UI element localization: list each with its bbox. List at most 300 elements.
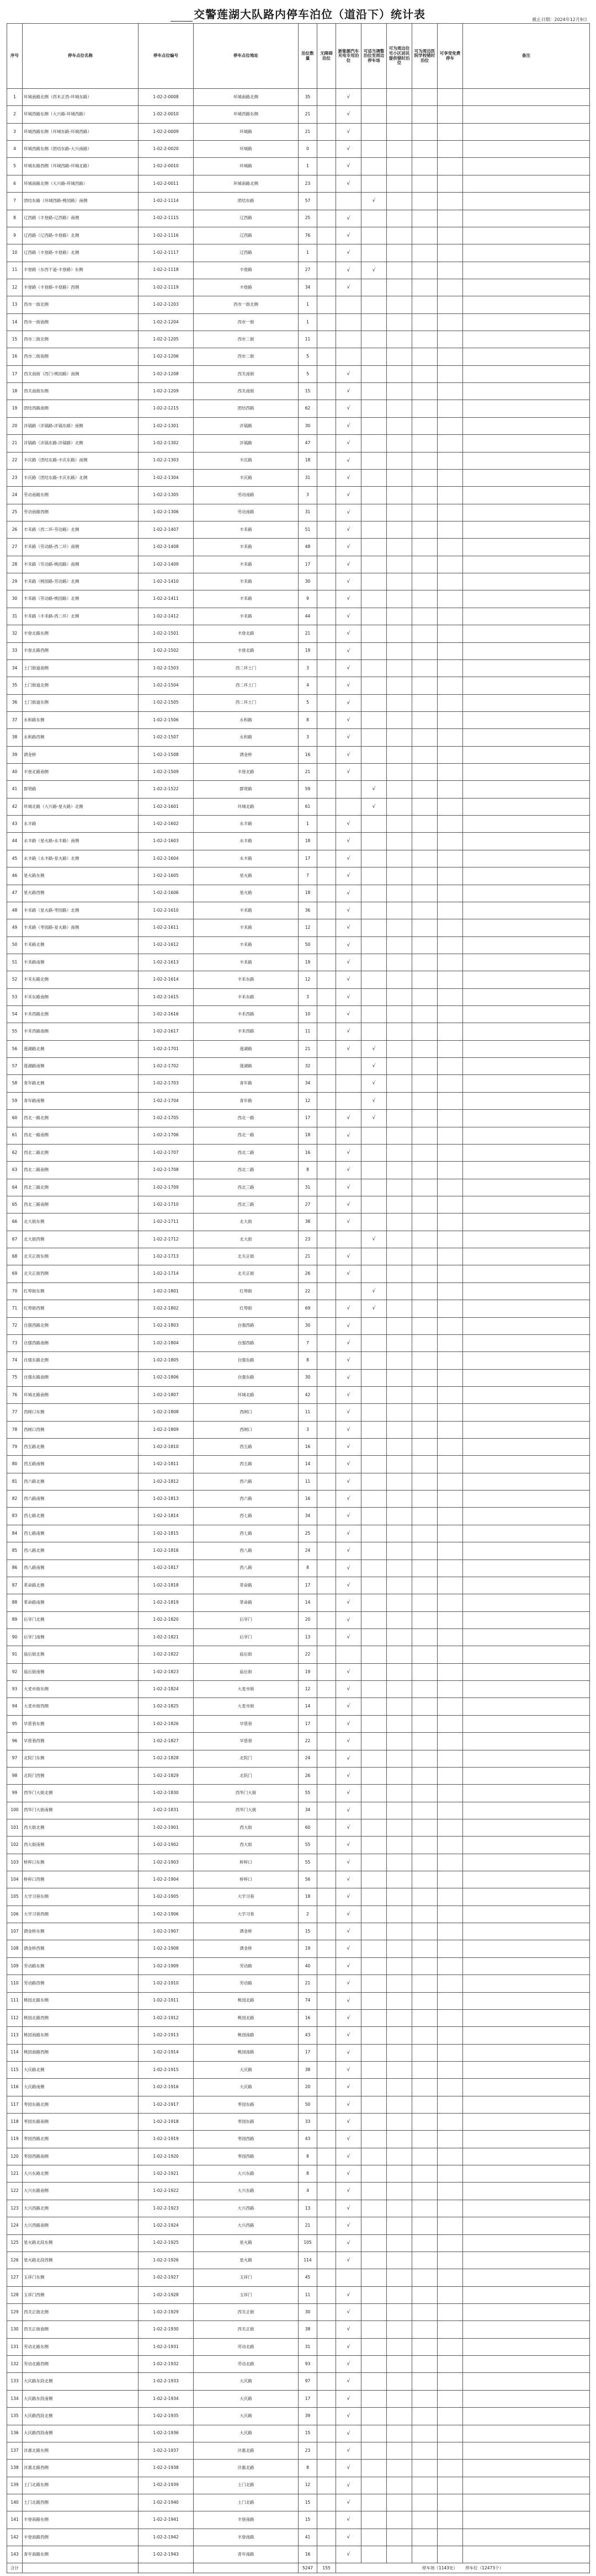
location-name: 桥梓口西侧 (23, 1871, 139, 1888)
row-number: 49 (7, 919, 23, 936)
check-cell (336, 1871, 361, 1888)
row-number: 51 (7, 954, 23, 971)
check-cell (412, 244, 438, 262)
check-cell (361, 1006, 387, 1023)
remarks-cell (463, 2114, 590, 2131)
remarks-cell (463, 2390, 590, 2407)
check-cell (387, 1837, 412, 1854)
column-header: 新能源汽车充电专用泊位 (336, 24, 361, 89)
table-row (7, 954, 590, 971)
check-cell (361, 262, 387, 279)
location-address: 大兴东路 (194, 2165, 299, 2183)
location-name: 西关正街北侧 (23, 2304, 139, 2321)
check-cell (412, 1231, 438, 1248)
location-code: 1-02-2-1205 (139, 331, 194, 348)
check-cell (387, 313, 412, 331)
check-cell (412, 106, 438, 123)
table-row (7, 331, 590, 348)
check-cell (438, 1214, 463, 1231)
check-cell (317, 1352, 336, 1369)
check-mark-icon: √ (347, 2309, 350, 2315)
check-cell (317, 193, 336, 210)
check-cell (412, 348, 438, 365)
check-cell (412, 2460, 438, 2477)
check-cell (361, 1334, 387, 1351)
check-cell (317, 885, 336, 902)
location-name: 大兴东路南侧 (23, 2183, 139, 2200)
location-name: 丰禾路（劳动路-西二环）南侧 (23, 539, 139, 556)
check-cell (438, 1508, 463, 1525)
location-name: 洒金桥西侧 (23, 1940, 139, 1957)
location-code: 1-02-2-1208 (139, 365, 194, 382)
check-cell (336, 781, 361, 798)
check-cell (317, 1663, 336, 1680)
row-number: 78 (7, 1421, 23, 1438)
check-mark-icon: √ (347, 2327, 350, 2333)
check-mark-icon: √ (347, 1755, 350, 1761)
location-code: 1-02-2-1912 (139, 2009, 194, 2026)
row-number: 112 (7, 2009, 23, 2026)
location-name: 西华门大街南侧 (23, 1802, 139, 1819)
table-row (7, 1058, 590, 1075)
check-mark-icon: √ (347, 1565, 350, 1571)
check-cell (412, 452, 438, 469)
check-cell (361, 2096, 387, 2113)
location-code: 1-02-2-1816 (139, 1542, 194, 1560)
check-cell (387, 2148, 412, 2165)
check-cell (336, 1525, 361, 1542)
location-name: 西八路南侧 (23, 1560, 139, 1577)
check-cell (336, 487, 361, 504)
check-cell (438, 2096, 463, 2113)
space-count: 97 (299, 2373, 317, 2390)
check-cell (336, 885, 361, 902)
remarks-cell (463, 1628, 590, 1646)
check-cell (361, 1871, 387, 1888)
location-address: 桃园北路 (194, 2009, 299, 2026)
check-cell (317, 642, 336, 659)
check-cell (361, 2546, 387, 2563)
check-cell (317, 1162, 336, 1179)
space-count: 30 (299, 573, 317, 590)
space-count: 14 (299, 1698, 317, 1715)
check-cell (336, 902, 361, 919)
check-cell (412, 1058, 438, 1075)
space-count: 1 (299, 816, 317, 833)
location-address: 星火路 (194, 885, 299, 902)
check-cell (387, 1525, 412, 1542)
check-mark-icon: √ (347, 284, 350, 290)
row-number: 36 (7, 694, 23, 711)
table-row (7, 2096, 590, 2113)
column-header: 可为周边住宅小区居民提供错时泊位 (387, 24, 412, 89)
location-code: 1-02-2-1919 (139, 2131, 194, 2148)
check-cell (361, 1785, 387, 1802)
check-cell (412, 2338, 438, 2355)
check-mark-icon: √ (347, 371, 350, 377)
check-cell (387, 539, 412, 556)
check-cell (438, 729, 463, 746)
check-cell (412, 1767, 438, 1784)
table-row (7, 1092, 590, 1109)
row-number: 9 (7, 227, 23, 244)
space-count: 60 (299, 1819, 317, 1836)
check-cell (387, 902, 412, 919)
check-cell (361, 123, 387, 140)
check-cell (438, 1491, 463, 1508)
row-number: 76 (7, 1386, 23, 1403)
location-code: 1-02-2-1922 (139, 2183, 194, 2200)
table-row (7, 1144, 590, 1161)
location-address: 西关正街 (194, 2304, 299, 2321)
location-address: 西七路 (194, 1525, 299, 1542)
check-mark-icon: √ (347, 2015, 350, 2021)
table-row (7, 798, 590, 815)
table-row (7, 1767, 590, 1784)
remarks-cell (463, 2494, 590, 2511)
check-cell (412, 123, 438, 140)
location-code: 1-02-2-1826 (139, 1715, 194, 1732)
remarks-cell (463, 1906, 590, 1923)
location-name: 北关正街东侧 (23, 1248, 139, 1265)
location-address: 青年路 (194, 1075, 299, 1092)
location-code: 1-02-2-1506 (139, 711, 194, 728)
check-mark-icon: √ (347, 925, 350, 931)
space-count: 39 (299, 2408, 317, 2425)
check-cell (438, 1750, 463, 1767)
space-count: 30 (299, 2304, 317, 2321)
location-address: 后宰门 (194, 1628, 299, 1646)
check-mark-icon: √ (347, 526, 350, 533)
check-mark-icon: √ (372, 1063, 376, 1069)
row-number: 84 (7, 1525, 23, 1542)
location-address: 西二环土门 (194, 694, 299, 711)
check-cell (412, 1110, 438, 1127)
check-cell (361, 313, 387, 331)
location-name: 西北三路北侧 (23, 1179, 139, 1196)
row-number: 68 (7, 1248, 23, 1265)
check-cell (361, 954, 387, 971)
space-count: 31 (299, 469, 317, 486)
table-row (7, 2252, 590, 2269)
table-row (7, 141, 590, 158)
space-count: 7 (299, 867, 317, 885)
row-number: 13 (7, 296, 23, 313)
location-name: 永丰路（星火路-永丰路）南侧 (23, 833, 139, 850)
row-number: 38 (7, 729, 23, 746)
check-cell (336, 1542, 361, 1560)
location-address: 大庆路 (194, 2061, 299, 2078)
remarks-cell (463, 1508, 590, 1525)
check-cell (336, 1594, 361, 1611)
check-cell (361, 106, 387, 123)
check-cell (317, 711, 336, 728)
check-cell (387, 2061, 412, 2078)
remarks-cell (463, 487, 590, 504)
space-count: 44 (299, 608, 317, 625)
location-code: 1-02-2-1504 (139, 677, 194, 694)
row-number: 101 (7, 1819, 23, 1836)
location-address: 洒金桥 (194, 1923, 299, 1940)
space-count: 9 (299, 590, 317, 608)
check-cell (412, 1040, 438, 1057)
check-cell (387, 1681, 412, 1698)
column-header: 备注 (463, 24, 590, 89)
location-address: 后宰门 (194, 1611, 299, 1628)
table-row (7, 781, 590, 798)
check-cell (438, 348, 463, 365)
check-cell (438, 1871, 463, 1888)
check-mark-icon: √ (347, 1859, 350, 1865)
check-cell (412, 816, 438, 833)
check-cell (361, 452, 387, 469)
check-cell (387, 244, 412, 262)
check-cell (336, 2408, 361, 2425)
check-cell (317, 746, 336, 763)
row-number: 16 (7, 348, 23, 365)
check-cell (387, 781, 412, 798)
check-cell (438, 2529, 463, 2546)
check-cell (438, 1628, 463, 1646)
row-number: 26 (7, 521, 23, 538)
location-code: 1-02-2-1601 (139, 798, 194, 815)
check-cell (336, 313, 361, 331)
location-code: 1-02-2-1916 (139, 2079, 194, 2096)
title-blank (171, 9, 193, 22)
check-cell (412, 1975, 438, 1992)
check-mark-icon: √ (347, 1496, 350, 1502)
check-mark-icon: √ (347, 509, 350, 515)
check-cell (387, 1023, 412, 1040)
check-cell (412, 279, 438, 296)
row-number: 70 (7, 1282, 23, 1300)
check-mark-icon: √ (347, 1392, 350, 1398)
location-code: 1-02-2-1702 (139, 1058, 194, 1075)
check-cell (412, 1923, 438, 1940)
location-address: 洒金桥 (194, 746, 299, 763)
location-code: 1-02-2-1809 (139, 1421, 194, 1438)
location-address: 西七路 (194, 1508, 299, 1525)
row-number: 11 (7, 262, 23, 279)
check-cell (336, 2114, 361, 2131)
remarks-cell (463, 798, 590, 815)
check-cell (317, 452, 336, 469)
row-number: 31 (7, 608, 23, 625)
space-count: 17 (299, 2044, 317, 2061)
check-mark-icon: √ (347, 94, 350, 100)
check-cell (317, 988, 336, 1005)
check-cell (336, 573, 361, 590)
check-cell (317, 89, 336, 106)
check-cell (317, 210, 336, 227)
space-count: 4 (299, 677, 317, 694)
check-cell (438, 1248, 463, 1265)
check-cell (412, 1248, 438, 1265)
remarks-cell (463, 833, 590, 850)
row-number: 138 (7, 2460, 23, 2477)
table-row (7, 1594, 590, 1611)
remarks-cell (463, 521, 590, 538)
row-number: 126 (7, 2252, 23, 2269)
check-mark-icon: √ (347, 1824, 350, 1830)
remarks-cell (463, 954, 590, 971)
check-cell (317, 2408, 336, 2425)
location-name: 环城北路南侧 (23, 1386, 139, 1403)
check-cell (438, 2183, 463, 2200)
space-count: 22 (299, 1733, 317, 1750)
check-mark-icon: √ (347, 1963, 350, 1969)
check-cell (387, 1611, 412, 1628)
check-cell (336, 1162, 361, 1179)
check-cell (438, 2217, 463, 2234)
space-count: 12 (299, 919, 317, 936)
check-cell (317, 2373, 336, 2390)
check-cell (361, 2009, 387, 2026)
space-count: 3 (299, 1421, 317, 1438)
location-address: 西北二路 (194, 1162, 299, 1179)
table-row (7, 2477, 590, 2494)
check-cell (336, 175, 361, 192)
row-number: 62 (7, 1144, 23, 1161)
check-mark-icon: √ (347, 1219, 350, 1225)
check-cell (387, 2460, 412, 2477)
row-number: 132 (7, 2356, 23, 2373)
check-cell (336, 1092, 361, 1109)
location-name: 西关南街东侧 (23, 383, 139, 400)
location-address: 大麦市街 (194, 1698, 299, 1715)
check-cell (412, 1144, 438, 1161)
check-cell (438, 2477, 463, 2494)
check-cell (438, 227, 463, 244)
table-row (7, 902, 590, 919)
table-row (7, 1560, 590, 1577)
location-name: 西北一路北侧 (23, 1110, 139, 1127)
check-cell (336, 331, 361, 348)
check-cell (361, 1092, 387, 1109)
check-cell (412, 867, 438, 885)
location-address: 沣惠北路 (194, 2460, 299, 2477)
check-cell (361, 2373, 387, 2390)
location-code: 1-02-2-1939 (139, 2477, 194, 2494)
space-count: 13 (299, 1628, 317, 1646)
table-row (7, 279, 590, 296)
check-cell (387, 417, 412, 434)
check-cell (361, 1456, 387, 1473)
remarks-cell (463, 365, 590, 382)
check-cell (438, 2114, 463, 2131)
location-name: 永和路东侧 (23, 711, 139, 728)
check-cell (387, 1214, 412, 1231)
check-cell (361, 1127, 387, 1144)
row-number: 19 (7, 400, 23, 417)
check-cell (412, 2425, 438, 2442)
check-cell (412, 1127, 438, 1144)
location-name: 后宰门北侧 (23, 1611, 139, 1628)
location-address: 北院门 (194, 1750, 299, 1767)
row-number: 83 (7, 1508, 23, 1525)
check-mark-icon: √ (347, 735, 350, 741)
row-number: 73 (7, 1334, 23, 1351)
remarks-cell (463, 1162, 590, 1179)
check-cell (336, 1819, 361, 1836)
check-cell (438, 210, 463, 227)
location-code: 1-02-2-1116 (139, 227, 194, 244)
check-cell (412, 711, 438, 728)
table-row (7, 971, 590, 988)
check-cell (438, 365, 463, 382)
location-name: 莲湖路南侧 (23, 1058, 139, 1075)
check-cell (387, 746, 412, 763)
location-code: 1-02-2-1409 (139, 556, 194, 573)
check-cell (412, 2546, 438, 2563)
row-number: 47 (7, 885, 23, 902)
space-count: 57 (299, 193, 317, 210)
check-cell (387, 1352, 412, 1369)
location-name: 丰禾西路南侧 (23, 1023, 139, 1040)
check-cell (336, 2009, 361, 2026)
location-name: 劳动北路东侧 (23, 2338, 139, 2355)
table-row (7, 867, 590, 885)
check-mark-icon: √ (347, 1911, 350, 1917)
table-row (7, 2200, 590, 2217)
check-cell (317, 2148, 336, 2165)
row-number: 61 (7, 1127, 23, 1144)
check-mark-icon: √ (347, 942, 350, 948)
location-name: 西五路北侧 (23, 1439, 139, 1456)
check-cell (387, 1265, 412, 1282)
row-number: 56 (7, 1040, 23, 1057)
check-cell (412, 1317, 438, 1334)
check-cell (387, 971, 412, 988)
check-cell (412, 1404, 438, 1421)
location-code: 1-02-2-1824 (139, 1681, 194, 1698)
location-code: 1-02-2-1805 (139, 1352, 194, 1369)
check-cell (336, 2079, 361, 2096)
check-cell (361, 2338, 387, 2355)
check-cell (361, 1179, 387, 1196)
check-cell (317, 1214, 336, 1231)
row-number: 7 (7, 193, 23, 210)
location-code: 1-02-2-1938 (139, 2460, 194, 2477)
row-number: 106 (7, 1906, 23, 1923)
remarks-cell (463, 331, 590, 348)
check-cell (361, 141, 387, 158)
check-mark-icon: √ (347, 388, 350, 395)
check-cell (317, 1006, 336, 1023)
row-number: 119 (7, 2131, 23, 2148)
table-row (7, 244, 590, 262)
check-cell (438, 1923, 463, 1940)
check-cell (387, 1628, 412, 1646)
check-mark-icon: √ (347, 1790, 350, 1796)
table-row (7, 2511, 590, 2529)
remarks-cell (463, 850, 590, 867)
table-row (7, 1386, 590, 1403)
check-cell (361, 158, 387, 175)
check-cell (387, 764, 412, 781)
location-address: 自强西路 (194, 1317, 299, 1334)
check-cell (412, 2494, 438, 2511)
row-number: 79 (7, 1439, 23, 1456)
check-cell (336, 1785, 361, 1802)
location-code: 1-02-2-1921 (139, 2165, 194, 2183)
space-count: 17 (299, 1577, 317, 1594)
check-cell (317, 781, 336, 798)
check-cell (438, 1473, 463, 1490)
check-cell (361, 1577, 387, 1594)
check-cell (317, 1767, 336, 1784)
check-cell (317, 556, 336, 573)
